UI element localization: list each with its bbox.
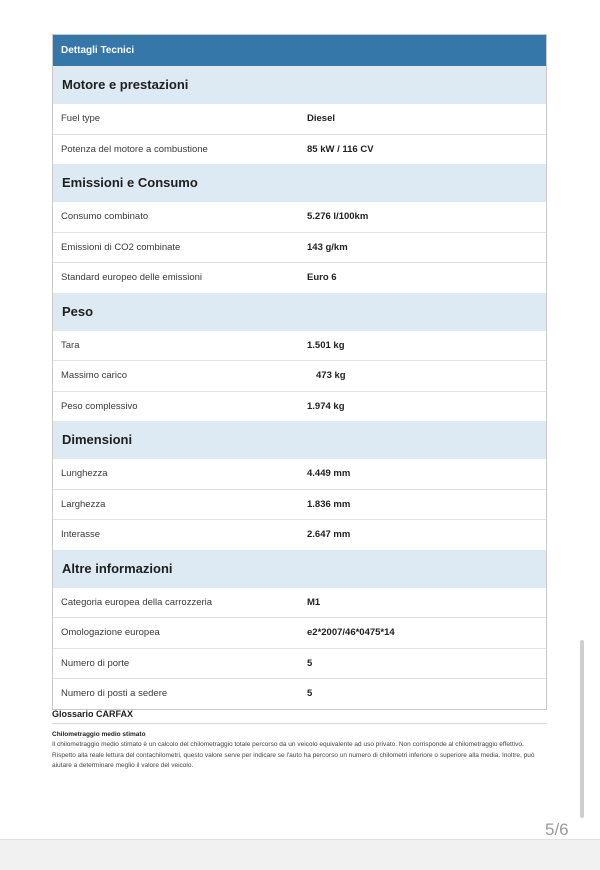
spec-value: 4.449 mm <box>307 468 351 480</box>
spec-row <box>53 331 546 362</box>
spec-label: Larghezza <box>61 498 106 510</box>
spec-row <box>53 361 546 392</box>
section-other-info <box>53 550 546 709</box>
spec-value: 1.836 mm <box>307 498 351 510</box>
spec-value: 473 kg <box>316 370 346 382</box>
spec-value: e2*2007/46*0475*14 <box>307 627 395 639</box>
spec-row <box>53 202 546 233</box>
spec-row <box>53 520 546 550</box>
section-title: Emissioni e Consumo <box>53 164 546 202</box>
spec-value: Euro 6 <box>307 272 337 284</box>
spec-value: 5.276 l/100km <box>307 211 369 223</box>
spec-label: Consumo combinato <box>61 211 149 223</box>
section-title: Altre informazioni <box>53 550 546 588</box>
section-title: Peso <box>53 293 546 331</box>
section-engine <box>53 66 546 164</box>
glossary-term: Chilometraggio medio stimato <box>52 731 146 738</box>
spec-row <box>53 588 546 619</box>
spec-row <box>53 392 546 422</box>
technical-details-card <box>52 34 547 710</box>
scrollbar[interactable] <box>580 640 584 818</box>
spec-value: Diesel <box>307 113 335 125</box>
spec-value: 1.974 kg <box>307 400 345 412</box>
page-indicator: 5/6 <box>545 820 569 839</box>
spec-value: 5 <box>307 657 313 669</box>
section-dimensions <box>53 421 546 550</box>
spec-label: Lunghezza <box>61 468 108 480</box>
spec-value: 1.501 kg <box>307 339 345 351</box>
spec-label: Emissioni di CO2 combinate <box>61 241 181 253</box>
spec-label: Interasse <box>61 529 101 541</box>
glossary-text: Il chilometraggio medio stimato è un calcolo del chilometraggio totale percorso da un veicolo equivalente ad uso privato. Non corrisponde al chilometraggio effettivo. Rispetto alla reale lettura del contachilometri, questo valore serve per indicare se l'auto ha percorso un numero di chilometri inferiore o superiore alla media. Inoltre, può aiutare a determinare meglio il valore del veicolo. <box>52 741 535 769</box>
spec-row <box>53 459 546 490</box>
spec-label: Potenza del motore a combustione <box>61 143 208 155</box>
spec-row <box>53 233 546 264</box>
spec-value: 85 kW / 116 CV <box>307 143 374 155</box>
spec-row <box>53 618 546 649</box>
glossary-title: Glossario CARFAX <box>52 709 547 724</box>
section-emissions <box>53 164 546 293</box>
section-title: Motore e prestazioni <box>53 66 546 104</box>
spec-label: Numero di porte <box>61 657 130 669</box>
spec-label: Standard europeo delle emissioni <box>61 272 203 284</box>
spec-value: 5 <box>307 688 313 700</box>
spec-label: Massimo carico <box>61 370 127 382</box>
spec-row <box>53 490 546 521</box>
spec-label: Peso complessivo <box>61 400 138 412</box>
spec-label: Numero di posti a sedere <box>61 688 168 700</box>
spec-value: 2.647 mm <box>307 529 351 541</box>
spec-row <box>53 649 546 680</box>
spec-row <box>53 135 546 165</box>
spec-label: Omologazione europea <box>61 627 160 639</box>
spec-row <box>53 263 546 293</box>
card-header: Dettagli Tecnici <box>53 35 546 66</box>
spec-value: 143 g/km <box>307 241 348 253</box>
section-weight <box>53 293 546 422</box>
glossary <box>52 709 547 772</box>
spec-row <box>53 679 546 709</box>
spec-row <box>53 104 546 135</box>
viewer-bottom-bar <box>0 839 600 870</box>
spec-value: M1 <box>307 596 321 608</box>
spec-label: Fuel type <box>61 113 101 125</box>
section-title: Dimensioni <box>53 421 546 459</box>
spec-label: Categoria europea della carrozzeria <box>61 596 213 608</box>
spec-label: Tara <box>61 339 80 351</box>
